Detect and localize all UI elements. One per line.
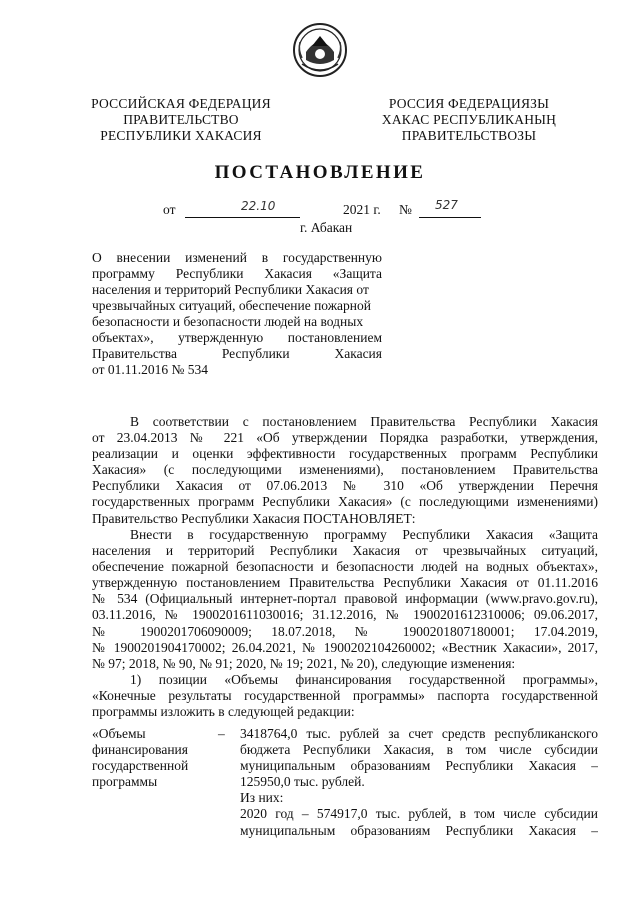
table-right-line: 2020 год – 574917,0 тыс. рублей, в том числе субсидии (240, 806, 598, 822)
subject-line: программу Республики Хакасия «Защита (92, 266, 382, 281)
table-right-line: Из них: (240, 790, 284, 806)
subject-line: чрезвычайных ситуаций, обеспечение пожарной (92, 298, 371, 313)
subject-line: безопасности и безопасности людей на водных (92, 314, 364, 329)
paragraph-line: утвержденную постановлением Правительства Республики Хакасия от 01.11.2016 (92, 575, 598, 591)
handwritten-number: 527 (435, 198, 458, 212)
table-right-line: бюджета Республики Хакасия, в том числе субсидии (240, 742, 598, 758)
paragraph-line: от 23.04.2013 № 221 «Об утверждении Порядка разработки, утверждения, (92, 430, 598, 446)
table-left-line: финансирования (92, 742, 188, 758)
paragraph-1 (92, 414, 598, 527)
subject-block (92, 250, 382, 378)
date-prefix: от (163, 202, 176, 217)
paragraph-line: обеспечение пожарной безопасности и безопасности людей на водных объектах», (92, 559, 598, 575)
paragraph-line: № 1900201706090009; 18.07.2018, № 1900201807180001; 17.04.2019, (92, 623, 598, 639)
paragraph-line: населения и территорий Республики Хакасия от чрезвычайных ситуаций, (92, 543, 598, 559)
paragraph-line: № 534 (Официальный интернет-портал правовой информации (www.pravo.gov.ru), (92, 591, 598, 607)
table-dash: – (218, 726, 225, 741)
document-title: ПОСТАНОВЛЕНИЕ (214, 162, 426, 183)
table-left-line: государственной (92, 758, 189, 774)
date-line (163, 198, 493, 220)
paragraph-line: государственных программ Республики Хакасия» (с последующими изменениями) (92, 494, 598, 510)
paragraph-line: 1) позиции «Объемы финансирования государственной программы», (130, 672, 598, 687)
paragraph-line: № 97; 2018, № 90, № 91; 2020, № 19; 2021, № 20), следующие изменения: (92, 655, 516, 671)
handwritten-date: 22.10 (241, 199, 276, 213)
header-right-line: ПРАВИТЕЛЬСТВОЗЫ (401, 128, 537, 143)
subject-line: Правительства Республики Хакасия (92, 346, 382, 361)
paragraph-line: «Конечные результаты государственной программы» паспорта государственной (92, 688, 598, 704)
subject-line: О внесении изменений в государственную (92, 250, 382, 265)
subject-line: объектах», утвержденную постановлением (92, 330, 382, 345)
header-right-line: ХАКАС РЕСПУБЛИКАНЫҢ (381, 112, 557, 127)
header-left-line: РОССИЙСКАЯ ФЕДЕРАЦИЯ (91, 96, 271, 111)
table-right-cell (240, 726, 598, 839)
paragraph-line: реализации и оценки эффективности государственных программ Республики (92, 446, 598, 462)
coat-of-arms-emblem (292, 22, 348, 78)
paragraph-line: В соответствии с постановлением Правительства Республики Хакасия (130, 414, 598, 429)
paragraph-line: программы изложить в следующей редакции: (92, 704, 355, 720)
table-left-line: программы (92, 774, 158, 790)
paragraph-line: Хакасия» (с последующими изменениями), постановлением Правительства (92, 462, 598, 478)
date-year: 2021 г. (343, 202, 381, 217)
city: г. Абакан (300, 220, 353, 235)
paragraph-2 (92, 527, 598, 672)
table-right-line: 3418764,0 тыс. рублей за счет средств республиканского (240, 726, 598, 741)
header-left (88, 96, 274, 144)
paragraph-line: Внести в государственную программу Республики Хакасия «Защита (130, 527, 598, 542)
header-left-line: РЕСПУБЛИКИ ХАКАСИЯ (100, 128, 262, 143)
paragraph-line: 03.11.2016, № 1900201611030016; 31.12.2016, № 1900201612310006; 09.06.2017, (92, 607, 598, 623)
paragraph-line: Правительство Республики Хакасия ПОСТАНОВЛЯЕТ: (92, 510, 416, 526)
paragraph-line: № 1900201904170002; 26.04.2021, № 1900202104260002; «Вестник Хакасии», 2017, (92, 639, 598, 655)
header-left-line: ПРАВИТЕЛЬСТВО (123, 112, 239, 127)
subject-line: населения и территорий Республики Хакасия от (92, 282, 369, 297)
table-right-line: 125950,0 тыс. рублей. (240, 774, 365, 790)
paragraph-3 (92, 672, 598, 720)
table-left-line: «Объемы (92, 726, 146, 741)
table-left-cell (92, 726, 210, 790)
subject-line: от 01.11.2016 № 534 (92, 362, 208, 377)
table-right-line: муниципальным образованиям Республики Хакасия – (240, 822, 598, 838)
table-right-line: муниципальным образованиям Республики Хакасия – (240, 758, 598, 774)
header-right (364, 96, 574, 144)
number-label: № (399, 202, 412, 217)
header-right-line: РОССИЯ ФЕДЕРАЦИЯЗЫ (388, 96, 550, 111)
paragraph-line: Республики Хакасия от 07.06.2013 № 310 «Об утверждении Перечня (92, 478, 598, 494)
